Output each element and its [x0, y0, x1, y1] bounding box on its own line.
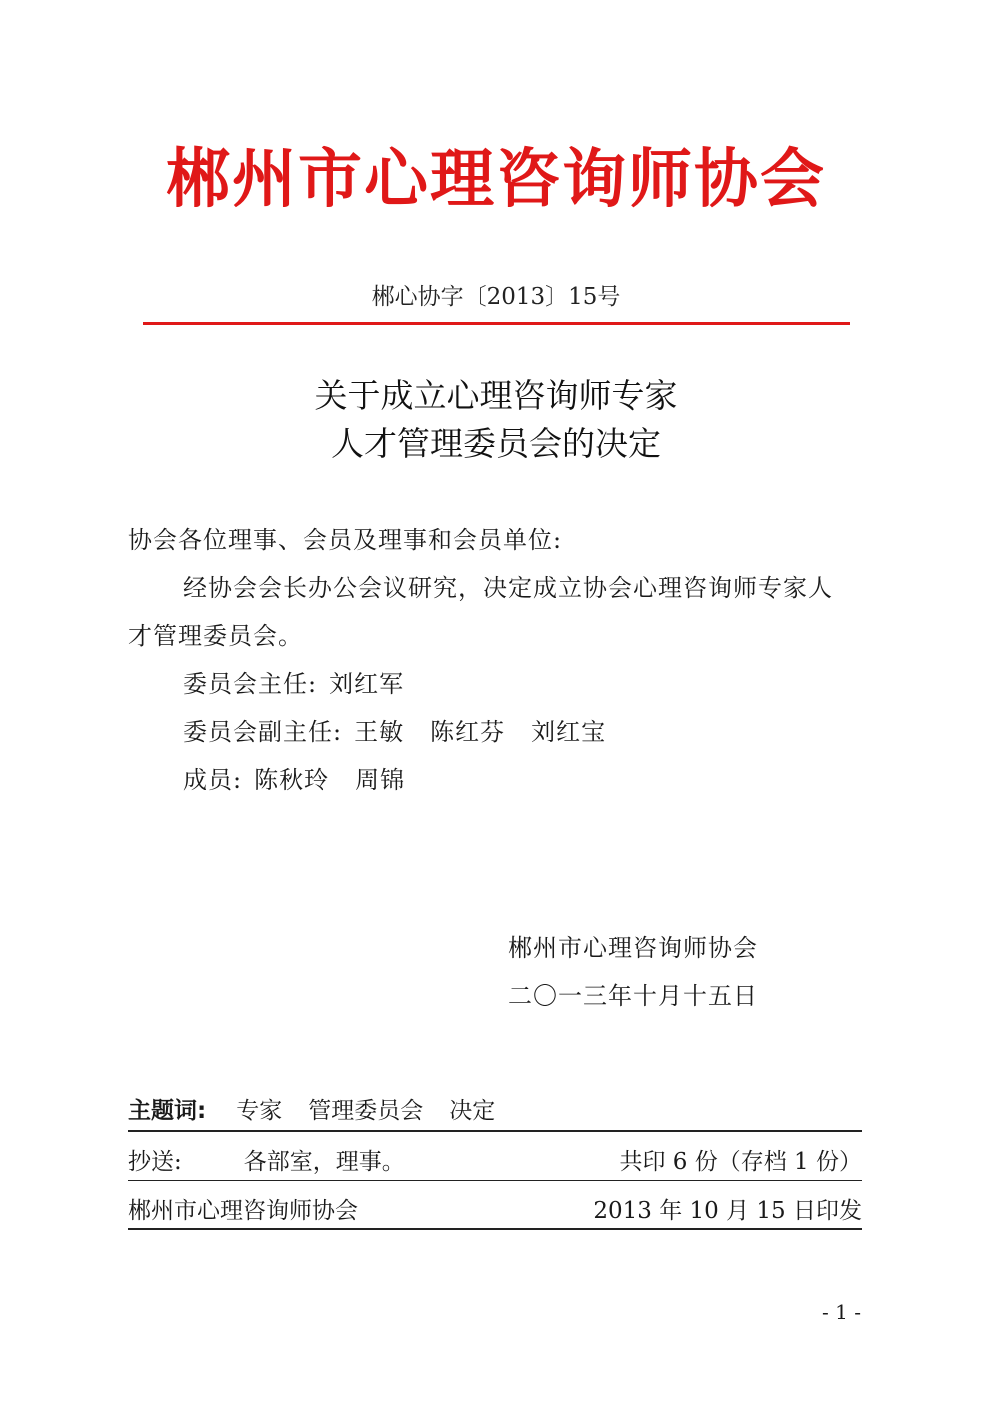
keyword: 专家	[236, 1098, 283, 1124]
issue-row	[128, 1192, 862, 1225]
members-label: 成员:	[183, 766, 243, 794]
cc-recipients: 各部室，理事。	[243, 1149, 405, 1175]
committee-members	[183, 760, 405, 795]
copies-count: 共印 6 份（存档 1 份）	[619, 1149, 862, 1175]
signature-org: 郴州市心理咨询师协会	[508, 934, 758, 962]
org-header-title: 郴州市心理咨询师协会	[166, 143, 826, 217]
committee-director	[183, 664, 404, 699]
member-name: 陈秋玲	[254, 766, 330, 794]
body-paragraph-line1: 经协会会长办公会议研究，决定成立协会心理咨询师专家人	[183, 574, 833, 602]
committee-vice-directors	[183, 712, 606, 747]
issuer: 郴州市心理咨询师协会	[128, 1198, 358, 1224]
footer-rule-mid	[128, 1180, 862, 1181]
footer-rule-top	[128, 1130, 862, 1132]
cc-row	[128, 1143, 862, 1176]
member-name: 周锦	[355, 766, 406, 794]
issue-date: 2013 年 10 月 15 日印发	[593, 1198, 862, 1224]
director-name: 刘红军	[329, 670, 405, 698]
document-number: 郴心协字〔2013〕15号	[371, 284, 621, 310]
vice-name: 陈红芬	[430, 718, 506, 746]
salutation: 协会各位理事、会员及理事和会员单位:	[128, 526, 563, 554]
keyword: 管理委员会	[308, 1098, 424, 1124]
director-label: 委员会主任:	[183, 670, 318, 698]
document-title-line1: 关于成立心理咨询师专家	[314, 376, 678, 415]
cc-label: 抄送:	[128, 1149, 182, 1175]
page-number: - 1 -	[822, 1300, 861, 1324]
footer-rule-bottom	[128, 1228, 862, 1230]
keyword: 决定	[449, 1098, 496, 1124]
keywords-row	[128, 1092, 495, 1125]
vice-name: 刘红宝	[531, 718, 607, 746]
red-divider	[143, 322, 850, 325]
body-paragraph-line2: 才管理委员会。	[128, 622, 303, 650]
keywords-label: 主题词:	[128, 1098, 207, 1124]
signature-date: 二〇一三年十月十五日	[508, 982, 758, 1010]
vice-label: 委员会副主任:	[183, 718, 343, 746]
vice-name: 王敏	[354, 718, 405, 746]
document-title-line2: 人才管理委员会的决定	[331, 424, 661, 463]
